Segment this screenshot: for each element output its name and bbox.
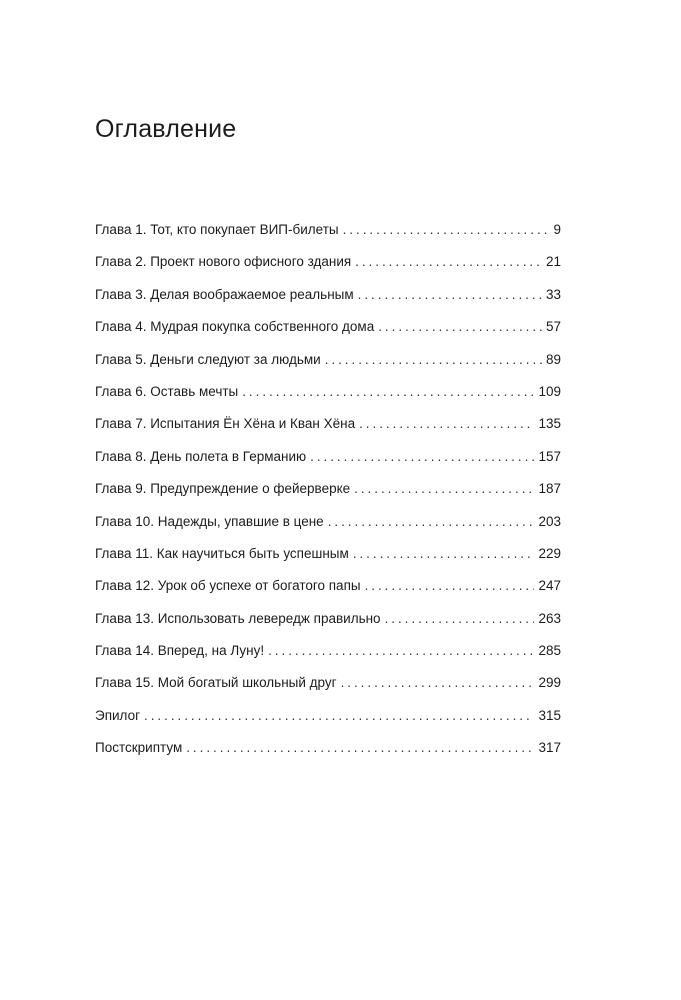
toc-entry-title: Глава 10. Надежды, упавшие в цене (95, 513, 324, 529)
toc-entry-page: 247 (538, 578, 561, 594)
toc-dot-leader (358, 287, 542, 302)
toc-dot-leader (341, 675, 535, 690)
toc-dot-leader (365, 578, 535, 593)
toc-entry-page: 263 (538, 610, 561, 626)
toc-entry-title: Постскриптум (95, 740, 183, 756)
toc-entry (95, 254, 561, 286)
toc-dot-leader (354, 481, 534, 496)
toc-entry-title: Глава 6. Оставь мечты (95, 383, 239, 399)
toc-entry-page: 135 (538, 416, 561, 432)
page-title: Оглавление (95, 115, 237, 143)
toc-dot-leader (310, 449, 534, 464)
toc-dot-leader (355, 254, 542, 269)
toc-entry-title: Глава 5. Деньги следуют за людьми (95, 351, 321, 367)
toc-entry (95, 287, 561, 319)
toc-entry (95, 352, 561, 384)
toc-entry (95, 708, 561, 740)
toc-dot-leader (343, 222, 550, 237)
toc-entry-page: 285 (538, 643, 561, 659)
toc-dot-leader (325, 352, 542, 367)
toc-entry-title: Глава 3. Делая воображаемое реальным (95, 286, 354, 302)
toc-entry (95, 449, 561, 481)
toc-entry-page: 109 (538, 383, 561, 399)
toc-dot-leader (353, 546, 535, 561)
toc-entry-title: Глава 1. Тот, кто покупает ВИП-билеты (95, 222, 339, 237)
toc-entry-page: 299 (538, 675, 561, 691)
toc-dot-leader (359, 416, 534, 431)
toc-entry-page: 229 (538, 545, 561, 561)
toc-entry (95, 481, 561, 513)
toc-dot-leader (186, 740, 534, 755)
table-of-contents (95, 222, 561, 773)
toc-entry-page: 315 (538, 707, 561, 723)
toc-entry-title: Глава 13. Использовать левередж правильно (95, 610, 381, 626)
toc-entry-page: 203 (538, 513, 561, 529)
toc-entry-page: 89 (545, 351, 561, 367)
toc-entry-page: 57 (545, 319, 561, 335)
toc-entry (95, 222, 561, 254)
toc-entry (95, 675, 561, 707)
toc-entry-title: Глава 2. Проект нового офисного здания (95, 254, 352, 270)
toc-entry (95, 578, 561, 610)
toc-entry-title: Глава 9. Предупреждение о фейерверке (95, 481, 351, 497)
toc-entry (95, 319, 561, 351)
toc-entry-title: Глава 11. Как научиться быть успешным (95, 545, 349, 561)
toc-entry-page: 187 (538, 481, 561, 497)
toc-entry-title: Эпилог (95, 707, 141, 723)
toc-entry (95, 740, 561, 772)
toc-dot-leader (378, 319, 542, 334)
toc-entry-title: Глава 7. Испытания Ён Хёна и Кван Хёна (95, 416, 356, 432)
toc-entry (95, 611, 561, 643)
toc-dot-leader (144, 708, 534, 723)
toc-entry (95, 416, 561, 448)
toc-entry-title: Глава 12. Урок об успехе от богатого папы (95, 578, 361, 594)
toc-entry-page: 317 (538, 740, 561, 756)
toc-entry-title: Глава 4. Мудрая покупка собственного дома (95, 319, 375, 335)
toc-entry-page: 21 (545, 254, 561, 270)
toc-entry-title: Глава 15. Мой богатый школьный друг (95, 675, 337, 691)
toc-entry (95, 643, 561, 675)
toc-entry (95, 546, 561, 578)
toc-entry-page: 157 (538, 448, 561, 464)
toc-dot-leader (242, 384, 534, 399)
toc-dot-leader (328, 514, 535, 529)
toc-entry (95, 514, 561, 546)
toc-entry (95, 384, 561, 416)
toc-entry-page: 33 (545, 286, 561, 302)
toc-dot-leader (268, 643, 534, 658)
toc-entry-title: Глава 8. День полета в Германию (95, 448, 307, 464)
toc-entry-title: Глава 14. Вперед, на Луну! (95, 643, 265, 659)
toc-entry-page: 9 (553, 222, 561, 237)
toc-dot-leader (385, 611, 535, 626)
